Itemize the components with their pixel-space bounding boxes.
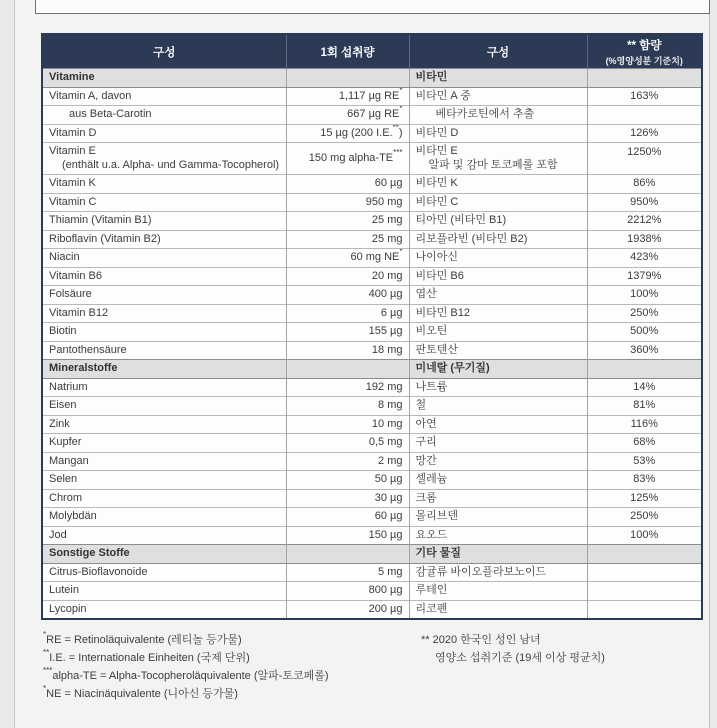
- serving-amount: [286, 69, 409, 88]
- daily-value-percent: [587, 563, 702, 582]
- footnote-marker: *: [43, 684, 47, 694]
- serving-amount: [286, 545, 409, 564]
- ingredient-name-de: aus Beta-Carotin: [42, 106, 286, 125]
- serving-amount: 30 µg: [286, 489, 409, 508]
- footnote-ie: **I.E. = Internationale Einheiten (국제 단위): [43, 648, 250, 664]
- table-row: [42, 175, 702, 194]
- ingredient-name-de: Vitamin C: [42, 193, 286, 212]
- serving-amount: 192 mg: [286, 378, 409, 397]
- table-row: [42, 526, 702, 545]
- serving-amount: 1,117 µg RE*: [286, 87, 409, 106]
- daily-value-percent: [587, 582, 702, 601]
- ingredient-name-kr: 티아민 (비타민 B1): [409, 212, 587, 231]
- daily-value-percent: 53%: [587, 452, 702, 471]
- table-row: [42, 124, 702, 143]
- serving-amount: 2 mg: [286, 452, 409, 471]
- column-header-serving-amount: 1회 섭취량: [286, 34, 409, 69]
- ingredient-name-de: Eisen: [42, 397, 286, 416]
- ingredient-name-de: Lutein: [42, 582, 286, 601]
- serving-amount: 0,5 mg: [286, 434, 409, 453]
- serving-amount: 400 µg: [286, 286, 409, 305]
- ingredient-name-kr: 비오틴: [409, 323, 587, 342]
- ingredient-name-de: Pantothensäure: [42, 341, 286, 360]
- table-row: [42, 452, 702, 471]
- daily-value-percent: [587, 545, 702, 564]
- daily-value-percent: 360%: [587, 341, 702, 360]
- column-header-composition-de: 구성: [42, 34, 286, 69]
- ingredient-name-kr: 몰리브덴: [409, 508, 587, 527]
- ingredient-name-de: Vitamine: [42, 69, 286, 88]
- daily-value-percent: 125%: [587, 489, 702, 508]
- ingredient-name-de: Selen: [42, 471, 286, 490]
- ingredient-name-kr: 미네랄 (무기질): [409, 360, 587, 379]
- serving-amount: 20 mg: [286, 267, 409, 286]
- daily-value-percent: 250%: [587, 304, 702, 323]
- ingredient-name-kr: 비타민: [409, 69, 587, 88]
- ingredient-name-de: Riboflavin (Vitamin B2): [42, 230, 286, 249]
- table-row: [42, 249, 702, 268]
- ingredient-name-de: Molybdän: [42, 508, 286, 527]
- ingredient-name-kr: 엽산: [409, 286, 587, 305]
- ingredient-name-de: Vitamin K: [42, 175, 286, 194]
- daily-value-percent: 1379%: [587, 267, 702, 286]
- daily-value-percent: 100%: [587, 526, 702, 545]
- daily-value-percent: 2212%: [587, 212, 702, 231]
- ingredient-name-kr: 철: [409, 397, 587, 416]
- ingredient-name-de: Lycopin: [42, 600, 286, 619]
- ingredient-name-kr: 비타민 D: [409, 124, 587, 143]
- serving-amount: [286, 360, 409, 379]
- daily-value-percent: 126%: [587, 124, 702, 143]
- serving-amount: 10 mg: [286, 415, 409, 434]
- footnote-kr-reference-line2: 영양소 섭취기준 (19세 이상 평균치): [435, 652, 605, 664]
- cropped-box-above: [35, 0, 710, 14]
- table-row: [42, 563, 702, 582]
- ingredient-name-kr: 비타민 E 알파 및 감마 토코페롤 포함: [409, 143, 587, 175]
- table-row: [42, 582, 702, 601]
- ingredient-name-de: Folsäure: [42, 286, 286, 305]
- daily-value-percent: 163%: [587, 87, 702, 106]
- daily-value-percent: 1938%: [587, 230, 702, 249]
- ingredient-name-kr: 비타민 B12: [409, 304, 587, 323]
- daily-value-percent: 100%: [587, 286, 702, 305]
- daily-value-percent: 500%: [587, 323, 702, 342]
- ingredient-name-de: Thiamin (Vitamin B1): [42, 212, 286, 231]
- serving-amount: 50 µg: [286, 471, 409, 490]
- footnote-re: *RE = Retinoläquivalente (레티놀 등가물): [43, 630, 242, 646]
- table-body: [42, 69, 702, 620]
- ingredient-name-de: Jod: [42, 526, 286, 545]
- serving-amount: 150 mg alpha-TE***: [286, 143, 409, 175]
- daily-value-percent: [587, 69, 702, 88]
- nutrition-table: [41, 33, 703, 620]
- ingredient-name-de: Citrus-Bioflavonoide: [42, 563, 286, 582]
- ingredient-name-de: Mangan: [42, 452, 286, 471]
- section-row: [42, 545, 702, 564]
- table-row: [42, 267, 702, 286]
- ingredient-name-kr: 비타민 B6: [409, 267, 587, 286]
- ingredient-name-kr: 구리: [409, 434, 587, 453]
- ingredient-name-de: Mineralstoffe: [42, 360, 286, 379]
- header-row: [42, 34, 702, 69]
- daily-value-percent: [587, 360, 702, 379]
- footnote-alpha-te: ***alpha-TE = Alpha-Tocopheroläquivalente (알파-토코페롤): [43, 666, 329, 682]
- daily-value-percent: 83%: [587, 471, 702, 490]
- column-header-daily-value-title: ** 함량: [627, 39, 662, 52]
- ingredient-name-kr: 크롬: [409, 489, 587, 508]
- daily-value-percent: 14%: [587, 378, 702, 397]
- ingredient-name-kr: 감귤류 바이오플라보노이드: [409, 563, 587, 582]
- footnote-ne: *NE = Niacinäquivalente (니아신 등가물): [43, 684, 238, 700]
- ingredient-name-de: Vitamin B12: [42, 304, 286, 323]
- ingredient-name-kr: 요오드: [409, 526, 587, 545]
- footnote-marker: **: [43, 648, 50, 658]
- table-row: [42, 341, 702, 360]
- serving-amount: 155 µg: [286, 323, 409, 342]
- table-row: [42, 323, 702, 342]
- serving-amount: 150 µg: [286, 526, 409, 545]
- daily-value-percent: 68%: [587, 434, 702, 453]
- table-row: [42, 230, 702, 249]
- footnotes-left: [43, 631, 329, 703]
- table-row: [42, 471, 702, 490]
- table-row: [42, 415, 702, 434]
- ingredient-name-kr: 망간: [409, 452, 587, 471]
- column-header-composition-kr: 구성: [409, 34, 587, 69]
- serving-amount: 18 mg: [286, 341, 409, 360]
- table-row: [42, 143, 702, 175]
- footnote-marker: *: [43, 630, 47, 640]
- table-row: [42, 508, 702, 527]
- daily-value-percent: 116%: [587, 415, 702, 434]
- ingredient-name-kr: 나트륨: [409, 378, 587, 397]
- serving-amount: 60 µg: [286, 175, 409, 194]
- footnote-kr-reference-line1: ** 2020 한국인 성인 남녀: [421, 634, 541, 646]
- ingredient-name-kr: 리코펜: [409, 600, 587, 619]
- ingredient-name-kr: 비타민 K: [409, 175, 587, 194]
- nutrition-table-container: [41, 33, 701, 620]
- footnote-marker: ***: [43, 666, 53, 676]
- table-row: [42, 434, 702, 453]
- table-header: [42, 34, 702, 69]
- ingredient-name-kr: 비타민 C: [409, 193, 587, 212]
- ingredient-name-kr: 루테인: [409, 582, 587, 601]
- column-header-daily-value: [587, 34, 702, 69]
- daily-value-percent: 1250%: [587, 143, 702, 175]
- serving-amount: 15 µg (200 I.E.**): [286, 124, 409, 143]
- daily-value-percent: 86%: [587, 175, 702, 194]
- daily-value-percent: 250%: [587, 508, 702, 527]
- ingredient-name-de: Zink: [42, 415, 286, 434]
- table-row: [42, 397, 702, 416]
- ingredient-name-kr: 리보플라빈 (비타민 B2): [409, 230, 587, 249]
- ingredient-name-de: Chrom: [42, 489, 286, 508]
- serving-amount: 60 mg NE*: [286, 249, 409, 268]
- ingredient-name-de: Niacin: [42, 249, 286, 268]
- daily-value-percent: [587, 600, 702, 619]
- section-row: [42, 69, 702, 88]
- table-row: [42, 286, 702, 305]
- ingredient-name-kr: 비타민 A 중: [409, 87, 587, 106]
- ingredient-name-de: Vitamin D: [42, 124, 286, 143]
- ingredient-name-de: Vitamin E (enthält u.a. Alpha- und Gamma-Tocopherol): [42, 143, 286, 175]
- ingredient-name-de: Sonstige Stoffe: [42, 545, 286, 564]
- serving-amount: 800 µg: [286, 582, 409, 601]
- footnotes-right: [421, 631, 605, 667]
- ingredient-name-de: Biotin: [42, 323, 286, 342]
- section-row: [42, 360, 702, 379]
- serving-amount: 950 mg: [286, 193, 409, 212]
- serving-amount: 200 µg: [286, 600, 409, 619]
- table-row: [42, 304, 702, 323]
- daily-value-percent: 423%: [587, 249, 702, 268]
- serving-amount: 25 mg: [286, 230, 409, 249]
- table-row: [42, 212, 702, 231]
- ingredient-name-kr: 셀레늄: [409, 471, 587, 490]
- serving-amount: 60 µg: [286, 508, 409, 527]
- serving-amount: 667 µg RE*: [286, 106, 409, 125]
- daily-value-percent: 81%: [587, 397, 702, 416]
- ingredient-name-de: Natrium: [42, 378, 286, 397]
- ingredient-name-kr: 판토텐산: [409, 341, 587, 360]
- ingredient-name-kr: 베타카로틴에서 추출: [409, 106, 587, 125]
- ingredient-name-de: Vitamin A, davon: [42, 87, 286, 106]
- column-header-daily-value-subtitle: (%영양성분 기준치): [605, 55, 683, 66]
- ingredient-name-kr: 아연: [409, 415, 587, 434]
- table-row: [42, 378, 702, 397]
- daily-value-percent: [587, 106, 702, 125]
- ingredient-name-kr: 기타 물질: [409, 545, 587, 564]
- serving-amount: 8 mg: [286, 397, 409, 416]
- serving-amount: 5 mg: [286, 563, 409, 582]
- table-row: [42, 106, 702, 125]
- serving-amount: 25 mg: [286, 212, 409, 231]
- ingredient-name-kr: 나이아신: [409, 249, 587, 268]
- ingredient-name-de: Kupfer: [42, 434, 286, 453]
- table-row: [42, 600, 702, 619]
- table-row: [42, 489, 702, 508]
- table-row: [42, 193, 702, 212]
- serving-amount: 6 µg: [286, 304, 409, 323]
- ingredient-name-de: Vitamin B6: [42, 267, 286, 286]
- daily-value-percent: 950%: [587, 193, 702, 212]
- document-page: [14, 0, 710, 728]
- table-row: [42, 87, 702, 106]
